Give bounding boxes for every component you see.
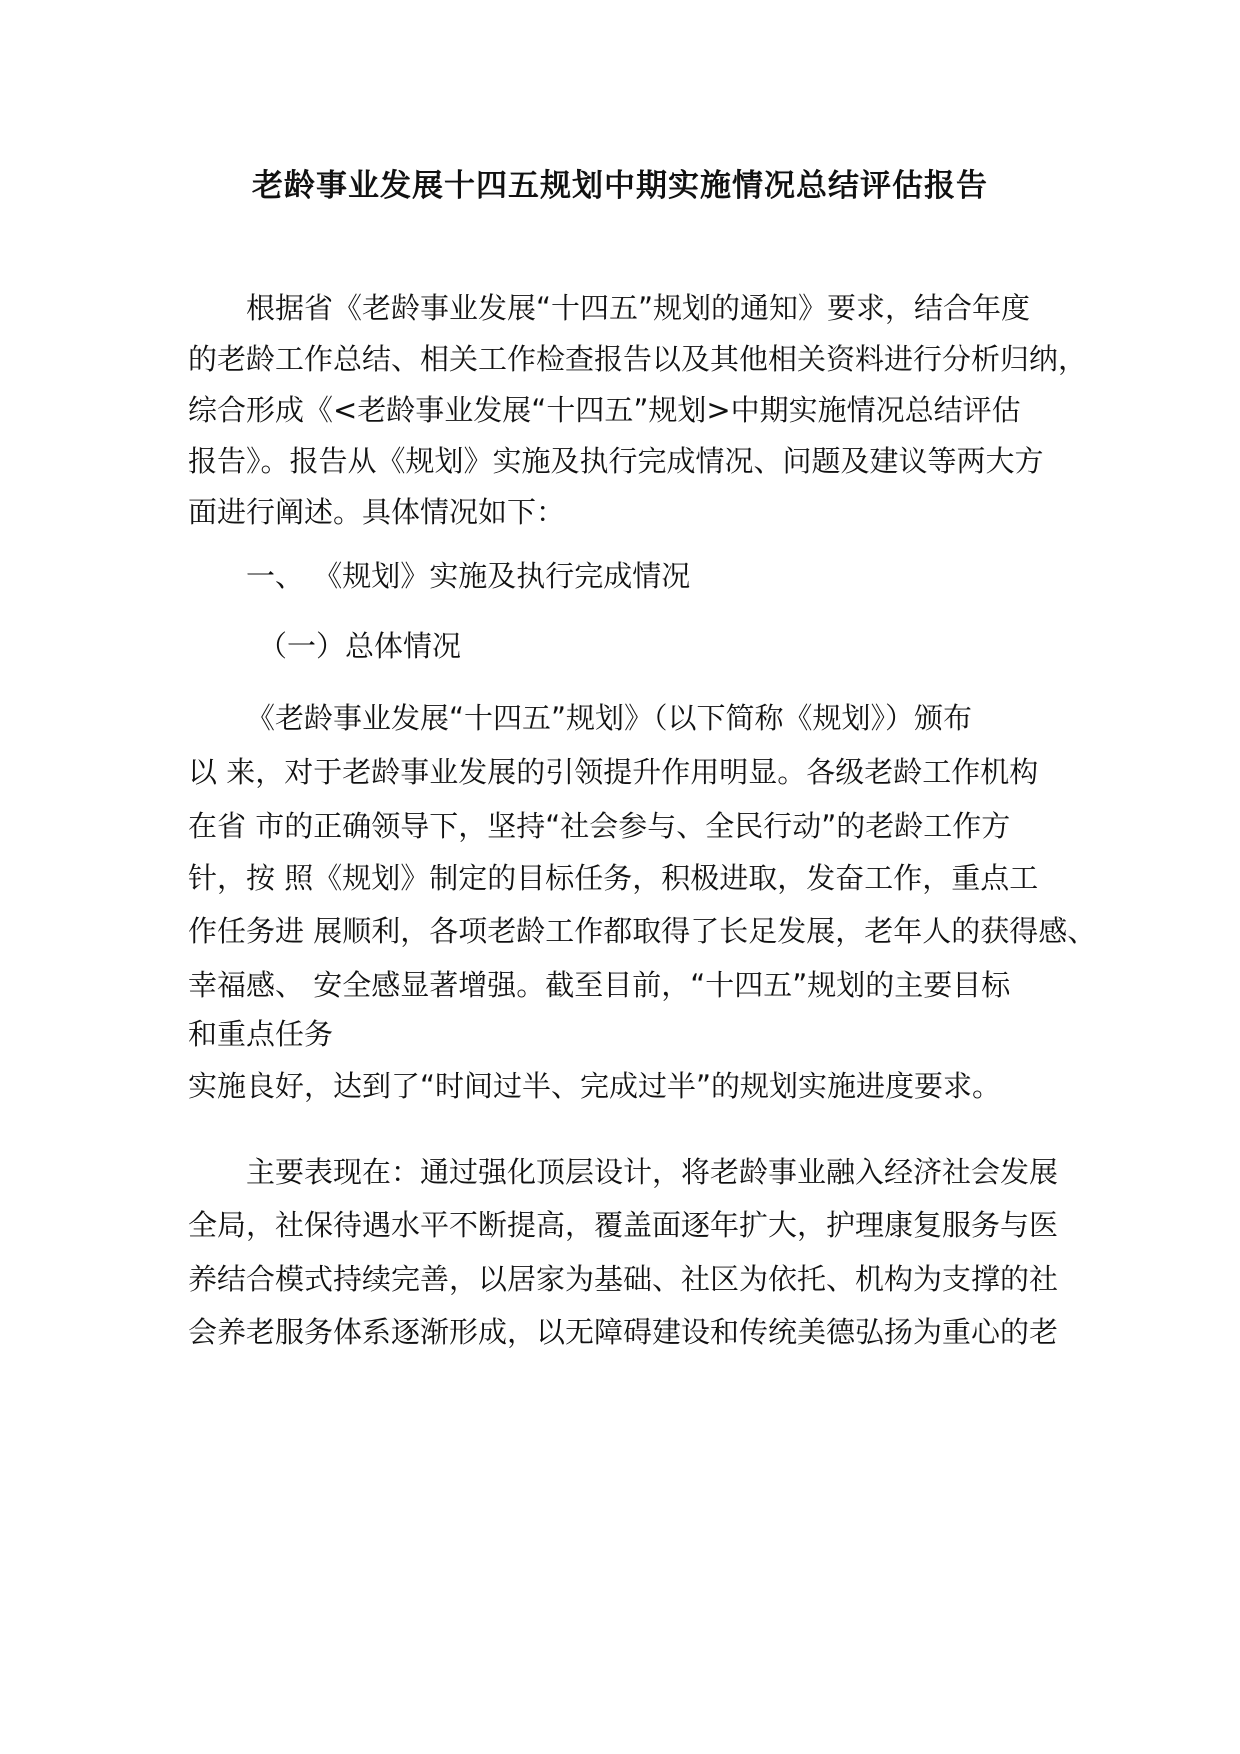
paragraph-line: 实施良好，达到了“时间过半、完成过半”的规划实施进度要求。 [188,1069,1002,1103]
document-title: 老龄事业发展十四五规划中期实施情况总结评估报告 [252,168,988,204]
paragraph-line: 会养老服务体系逐渐形成，以无障碍建设和传统美德弘扬为重心的老 [188,1315,1059,1349]
paragraph-line: 主要表现在：通过强化顶层设计，将老龄事业融入经济社会发展 [246,1155,1059,1189]
paragraph-line: 针，按 照《规划》制定的目标任务，积极进取，发奋工作，重点工 [188,861,1039,895]
paragraph-line: 作任务进 展顺利，各项老龄工作都取得了长足发展，老年人的获得感、 [188,914,1097,948]
paragraph-line: 《老龄事业发展“十四五”规划》（以下简称《规划》）颁布 [246,701,973,735]
paragraph-line: 在省 市的正确领导下，坚持“社会参与、全民行动”的老龄工作方 [188,809,1011,843]
paragraph-line: 综合形成《<老龄事业发展“十四五”规划>中期实施情况总结评估 [188,393,1021,427]
subsection-heading: （一）总体情况 [258,629,462,663]
paragraph-line: 以 来，对于老龄事业发展的引领提升作用明显。各级老龄工作机构 [188,755,1039,789]
paragraph-line: 的老龄工作总结、相关工作检查报告以及其他相关资料进行分析归纳， [188,342,1088,376]
paragraph-line: 报告》。报告从《规划》实施及执行完成情况、问题及建议等两大方 [188,444,1044,478]
paragraph-line: 根据省《老龄事业发展“十四五”规划的通知》要求，结合年度 [246,291,1031,325]
paragraph-line: 全局，社保待遇水平不断提高，覆盖面逐年扩大，护理康复服务与医 [188,1208,1059,1242]
paragraph-line: 和重点任务 [188,1017,334,1051]
paragraph-line: 幸福感、 安全感显著增强。截至目前，“十四五”规划的主要目标 [188,968,1011,1002]
paragraph-line: 养结合模式持续完善，以居家为基础、社区为依托、机构为支撑的社 [188,1262,1059,1296]
paragraph-line: 面进行阐述。具体情况如下： [188,495,566,529]
section-heading: 一、 《规划》实施及执行完成情况 [246,559,691,593]
